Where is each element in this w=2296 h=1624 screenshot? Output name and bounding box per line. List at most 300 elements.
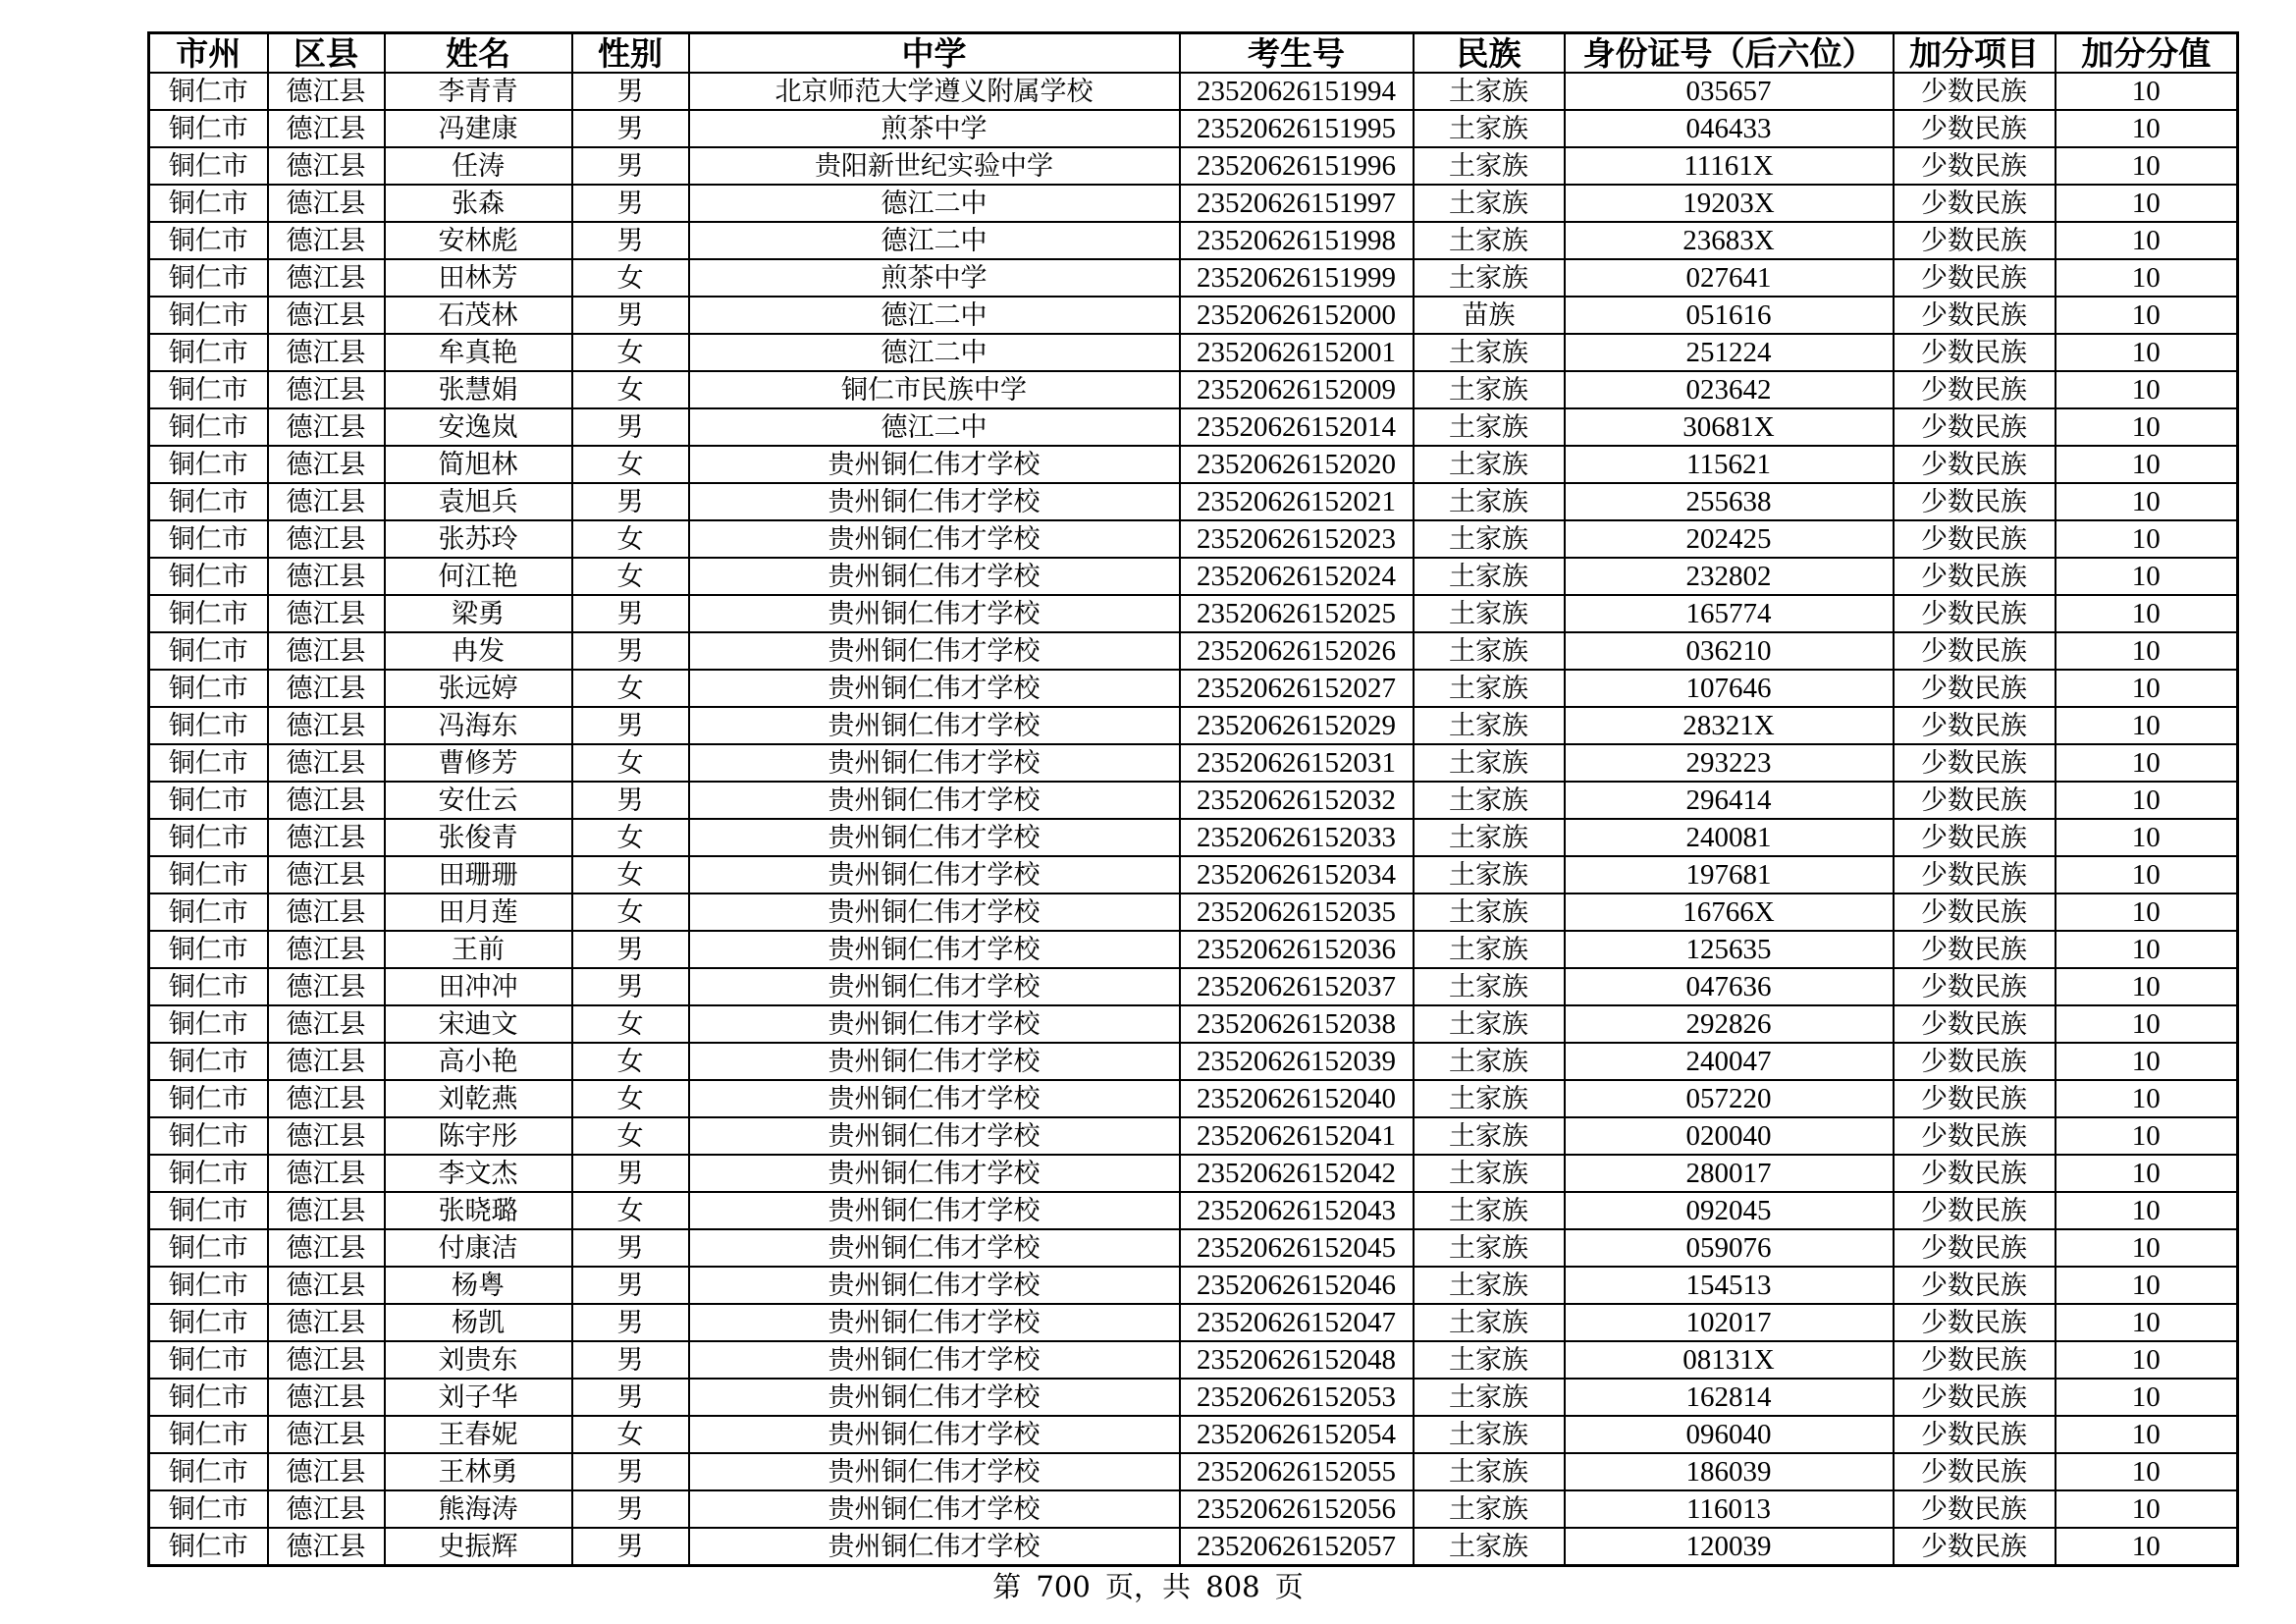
- cell-gender: 男: [572, 1490, 689, 1528]
- cell-bonus-item: 少数民族: [1894, 1379, 2056, 1416]
- header-exam-number: 考生号: [1180, 33, 1414, 74]
- cell-name: 宋迪文: [385, 1005, 572, 1043]
- cell-bonus-item: 少数民族: [1894, 1267, 2056, 1304]
- cell-ethnicity: 土家族: [1414, 483, 1565, 520]
- cell-county: 德江县: [268, 222, 385, 259]
- cell-city: 铜仁市: [149, 408, 268, 446]
- cell-name: 杨粤: [385, 1267, 572, 1304]
- cell-county: 德江县: [268, 147, 385, 185]
- cell-ethnicity: 土家族: [1414, 1416, 1565, 1453]
- cell-county: 德江县: [268, 297, 385, 334]
- cell-county: 德江县: [268, 408, 385, 446]
- cell-bonus-value: 10: [2056, 483, 2238, 520]
- cell-school: 贵州铜仁伟才学校: [689, 931, 1180, 968]
- cell-bonus-value: 10: [2056, 744, 2238, 782]
- cell-ethnicity: 土家族: [1414, 147, 1565, 185]
- cell-gender: 女: [572, 1080, 689, 1117]
- cell-id-last-six: 11161X: [1565, 147, 1894, 185]
- cell-ethnicity: 土家族: [1414, 707, 1565, 744]
- cell-school: 贵州铜仁伟才学校: [689, 968, 1180, 1005]
- cell-bonus-value: 10: [2056, 1155, 2238, 1192]
- cell-bonus-item: 少数民族: [1894, 632, 2056, 670]
- cell-city: 铜仁市: [149, 595, 268, 632]
- cell-school: 贵州铜仁伟才学校: [689, 520, 1180, 558]
- table-row: [149, 1117, 2238, 1155]
- cell-name: 熊海涛: [385, 1490, 572, 1528]
- cell-bonus-value: 10: [2056, 931, 2238, 968]
- page-footer: 第 700 页，共 808 页: [992, 1570, 1304, 1603]
- cell-bonus-value: 10: [2056, 1229, 2238, 1267]
- cell-city: 铜仁市: [149, 73, 268, 110]
- cell-city: 铜仁市: [149, 782, 268, 819]
- cell-bonus-item: 少数民族: [1894, 1005, 2056, 1043]
- cell-city: 铜仁市: [149, 968, 268, 1005]
- cell-id-last-six: 115621: [1565, 446, 1894, 483]
- cell-gender: 女: [572, 1043, 689, 1080]
- cell-gender: 男: [572, 297, 689, 334]
- cell-gender: 女: [572, 371, 689, 408]
- cell-exam-number: 23520626152036: [1180, 931, 1414, 968]
- cell-bonus-item: 少数民族: [1894, 893, 2056, 931]
- cell-exam-number: 23520626152040: [1180, 1080, 1414, 1117]
- cell-gender: 男: [572, 1229, 689, 1267]
- cell-bonus-item: 少数民族: [1894, 371, 2056, 408]
- cell-name: 杨凯: [385, 1304, 572, 1341]
- cell-school: 德江二中: [689, 408, 1180, 446]
- cell-ethnicity: 土家族: [1414, 893, 1565, 931]
- cell-county: 德江县: [268, 1192, 385, 1229]
- cell-exam-number: 23520626151995: [1180, 110, 1414, 147]
- table-row: [149, 931, 2238, 968]
- header-name: 姓名: [385, 33, 572, 74]
- cell-id-last-six: 251224: [1565, 334, 1894, 371]
- cell-id-last-six: 057220: [1565, 1080, 1894, 1117]
- cell-bonus-value: 10: [2056, 1379, 2238, 1416]
- cell-exam-number: 23520626152037: [1180, 968, 1414, 1005]
- cell-name: 张森: [385, 185, 572, 222]
- cell-name: 冯海东: [385, 707, 572, 744]
- cell-id-last-six: 125635: [1565, 931, 1894, 968]
- cell-school: 贵州铜仁伟才学校: [689, 782, 1180, 819]
- cell-school: 德江二中: [689, 334, 1180, 371]
- header-ethnicity: 民族: [1414, 33, 1565, 74]
- cell-name: 张晓璐: [385, 1192, 572, 1229]
- header-bonus-value: 加分分值: [2056, 33, 2238, 74]
- cell-name: 史振辉: [385, 1528, 572, 1566]
- cell-county: 德江县: [268, 707, 385, 744]
- cell-name: 梁勇: [385, 595, 572, 632]
- cell-bonus-item: 少数民族: [1894, 819, 2056, 856]
- table-row: [149, 856, 2238, 893]
- cell-county: 德江县: [268, 73, 385, 110]
- cell-name: 曹修芳: [385, 744, 572, 782]
- cell-gender: 女: [572, 1416, 689, 1453]
- table-row: [149, 297, 2238, 334]
- header-gender: 性别: [572, 33, 689, 74]
- cell-gender: 男: [572, 185, 689, 222]
- cell-ethnicity: 土家族: [1414, 1192, 1565, 1229]
- cell-bonus-item: 少数民族: [1894, 1490, 2056, 1528]
- cell-city: 铜仁市: [149, 185, 268, 222]
- cell-ethnicity: 土家族: [1414, 371, 1565, 408]
- cell-bonus-item: 少数民族: [1894, 185, 2056, 222]
- cell-ethnicity: 土家族: [1414, 1453, 1565, 1490]
- cell-bonus-item: 少数民族: [1894, 1117, 2056, 1155]
- cell-ethnicity: 土家族: [1414, 744, 1565, 782]
- cell-bonus-value: 10: [2056, 446, 2238, 483]
- cell-bonus-value: 10: [2056, 1453, 2238, 1490]
- cell-exam-number: 23520626152031: [1180, 744, 1414, 782]
- cell-county: 德江县: [268, 782, 385, 819]
- cell-ethnicity: 土家族: [1414, 408, 1565, 446]
- cell-exam-number: 23520626152032: [1180, 782, 1414, 819]
- table-row: [149, 819, 2238, 856]
- cell-id-last-six: 186039: [1565, 1453, 1894, 1490]
- cell-city: 铜仁市: [149, 1080, 268, 1117]
- cell-ethnicity: 土家族: [1414, 968, 1565, 1005]
- cell-county: 德江县: [268, 1155, 385, 1192]
- cell-exam-number: 23520626152014: [1180, 408, 1414, 446]
- cell-id-last-six: 240081: [1565, 819, 1894, 856]
- cell-name: 王前: [385, 931, 572, 968]
- cell-id-last-six: 232802: [1565, 558, 1894, 595]
- cell-bonus-value: 10: [2056, 1267, 2238, 1304]
- table-row: [149, 1416, 2238, 1453]
- cell-bonus-value: 10: [2056, 147, 2238, 185]
- cell-city: 铜仁市: [149, 371, 268, 408]
- cell-exam-number: 23520626152021: [1180, 483, 1414, 520]
- cell-name: 张苏玲: [385, 520, 572, 558]
- cell-bonus-value: 10: [2056, 222, 2238, 259]
- cell-bonus-item: 少数民族: [1894, 520, 2056, 558]
- cell-bonus-value: 10: [2056, 1528, 2238, 1566]
- cell-county: 德江县: [268, 968, 385, 1005]
- cell-name: 刘贵东: [385, 1341, 572, 1379]
- cell-ethnicity: 土家族: [1414, 931, 1565, 968]
- cell-exam-number: 23520626152000: [1180, 297, 1414, 334]
- header-city: 市州: [149, 33, 268, 74]
- cell-bonus-item: 少数民族: [1894, 1155, 2056, 1192]
- cell-name: 张俊青: [385, 819, 572, 856]
- cell-county: 德江县: [268, 1080, 385, 1117]
- cell-bonus-item: 少数民族: [1894, 1453, 2056, 1490]
- cell-exam-number: 23520626151998: [1180, 222, 1414, 259]
- cell-bonus-item: 少数民族: [1894, 782, 2056, 819]
- cell-ethnicity: 土家族: [1414, 110, 1565, 147]
- table-row: [149, 408, 2238, 446]
- table-row: [149, 222, 2238, 259]
- cell-ethnicity: 土家族: [1414, 1379, 1565, 1416]
- cell-bonus-item: 少数民族: [1894, 707, 2056, 744]
- cell-school: 贵州铜仁伟才学校: [689, 1080, 1180, 1117]
- cell-id-last-six: 202425: [1565, 520, 1894, 558]
- cell-bonus-value: 10: [2056, 259, 2238, 297]
- cell-gender: 男: [572, 408, 689, 446]
- cell-gender: 女: [572, 893, 689, 931]
- table-row: [149, 1080, 2238, 1117]
- cell-name: 刘子华: [385, 1379, 572, 1416]
- table-row: [149, 446, 2238, 483]
- cell-city: 铜仁市: [149, 1528, 268, 1566]
- cell-county: 德江县: [268, 259, 385, 297]
- cell-school: 贵州铜仁伟才学校: [689, 1229, 1180, 1267]
- table-row: [149, 1304, 2238, 1341]
- table-row: [149, 968, 2238, 1005]
- cell-bonus-value: 10: [2056, 1005, 2238, 1043]
- cell-bonus-item: 少数民族: [1894, 147, 2056, 185]
- table-row: [149, 1005, 2238, 1043]
- cell-city: 铜仁市: [149, 1155, 268, 1192]
- cell-exam-number: 23520626152009: [1180, 371, 1414, 408]
- cell-city: 铜仁市: [149, 483, 268, 520]
- cell-city: 铜仁市: [149, 632, 268, 670]
- cell-id-last-six: 059076: [1565, 1229, 1894, 1267]
- cell-exam-number: 23520626152045: [1180, 1229, 1414, 1267]
- table-row: [149, 1528, 2238, 1566]
- cell-bonus-value: 10: [2056, 1304, 2238, 1341]
- cell-exam-number: 23520626152039: [1180, 1043, 1414, 1080]
- cell-exam-number: 23520626152038: [1180, 1005, 1414, 1043]
- cell-ethnicity: 土家族: [1414, 1043, 1565, 1080]
- cell-bonus-item: 少数民族: [1894, 1192, 2056, 1229]
- cell-ethnicity: 土家族: [1414, 1304, 1565, 1341]
- cell-name: 张慧娟: [385, 371, 572, 408]
- cell-ethnicity: 土家族: [1414, 446, 1565, 483]
- table-row: [149, 670, 2238, 707]
- cell-school: 德江二中: [689, 297, 1180, 334]
- cell-bonus-value: 10: [2056, 1192, 2238, 1229]
- cell-bonus-item: 少数民族: [1894, 1229, 2056, 1267]
- cell-bonus-value: 10: [2056, 632, 2238, 670]
- cell-school: 贵州铜仁伟才学校: [689, 632, 1180, 670]
- cell-bonus-value: 10: [2056, 707, 2238, 744]
- cell-exam-number: 23520626152025: [1180, 595, 1414, 632]
- cell-exam-number: 23520626151994: [1180, 73, 1414, 110]
- cell-bonus-value: 10: [2056, 1490, 2238, 1528]
- cell-exam-number: 23520626152047: [1180, 1304, 1414, 1341]
- cell-gender: 男: [572, 110, 689, 147]
- cell-id-last-six: 092045: [1565, 1192, 1894, 1229]
- cell-gender: 男: [572, 707, 689, 744]
- cell-bonus-value: 10: [2056, 73, 2238, 110]
- cell-exam-number: 23520626152020: [1180, 446, 1414, 483]
- table-row: [149, 782, 2238, 819]
- cell-exam-number: 23520626152042: [1180, 1155, 1414, 1192]
- cell-exam-number: 23520626152024: [1180, 558, 1414, 595]
- cell-gender: 女: [572, 334, 689, 371]
- cell-county: 德江县: [268, 483, 385, 520]
- cell-id-last-six: 046433: [1565, 110, 1894, 147]
- table-row: [149, 1341, 2238, 1379]
- cell-county: 德江县: [268, 520, 385, 558]
- table-row: [149, 1490, 2238, 1528]
- cell-bonus-value: 10: [2056, 520, 2238, 558]
- cell-city: 铜仁市: [149, 1304, 268, 1341]
- cell-bonus-value: 10: [2056, 1043, 2238, 1080]
- cell-gender: 女: [572, 1117, 689, 1155]
- cell-bonus-value: 10: [2056, 1117, 2238, 1155]
- cell-bonus-item: 少数民族: [1894, 408, 2056, 446]
- cell-gender: 男: [572, 931, 689, 968]
- cell-ethnicity: 土家族: [1414, 1117, 1565, 1155]
- cell-exam-number: 23520626152026: [1180, 632, 1414, 670]
- cell-id-last-six: 293223: [1565, 744, 1894, 782]
- cell-gender: 男: [572, 1304, 689, 1341]
- cell-city: 铜仁市: [149, 222, 268, 259]
- cell-county: 德江县: [268, 1117, 385, 1155]
- cell-bonus-value: 10: [2056, 819, 2238, 856]
- cell-bonus-item: 少数民族: [1894, 297, 2056, 334]
- cell-name: 田冲冲: [385, 968, 572, 1005]
- table-row: [149, 371, 2238, 408]
- cell-school: 贵州铜仁伟才学校: [689, 1005, 1180, 1043]
- cell-school: 贵州铜仁伟才学校: [689, 595, 1180, 632]
- cell-bonus-value: 10: [2056, 893, 2238, 931]
- cell-school: 贵州铜仁伟才学校: [689, 1267, 1180, 1304]
- cell-county: 德江县: [268, 1379, 385, 1416]
- cell-bonus-item: 少数民族: [1894, 1304, 2056, 1341]
- cell-city: 铜仁市: [149, 707, 268, 744]
- cell-exam-number: 23520626152001: [1180, 334, 1414, 371]
- cell-gender: 男: [572, 1528, 689, 1566]
- cell-county: 德江县: [268, 856, 385, 893]
- cell-name: 张远婷: [385, 670, 572, 707]
- cell-ethnicity: 苗族: [1414, 297, 1565, 334]
- cell-name: 安仕云: [385, 782, 572, 819]
- cell-city: 铜仁市: [149, 1005, 268, 1043]
- cell-name: 冉发: [385, 632, 572, 670]
- cell-gender: 男: [572, 632, 689, 670]
- cell-city: 铜仁市: [149, 1379, 268, 1416]
- cell-exam-number: 23520626152041: [1180, 1117, 1414, 1155]
- cell-id-last-six: 096040: [1565, 1416, 1894, 1453]
- cell-gender: 男: [572, 483, 689, 520]
- cell-gender: 女: [572, 819, 689, 856]
- cell-city: 铜仁市: [149, 1416, 268, 1453]
- cell-bonus-value: 10: [2056, 1080, 2238, 1117]
- cell-id-last-six: 28321X: [1565, 707, 1894, 744]
- cell-ethnicity: 土家族: [1414, 670, 1565, 707]
- table-header: [149, 33, 2238, 74]
- cell-bonus-item: 少数民族: [1894, 446, 2056, 483]
- cell-bonus-value: 10: [2056, 595, 2238, 632]
- table-body: [149, 73, 2238, 1566]
- cell-bonus-value: 10: [2056, 1416, 2238, 1453]
- cell-city: 铜仁市: [149, 1453, 268, 1490]
- cell-city: 铜仁市: [149, 110, 268, 147]
- cell-gender: 女: [572, 744, 689, 782]
- cell-city: 铜仁市: [149, 1490, 268, 1528]
- cell-id-last-six: 107646: [1565, 670, 1894, 707]
- table-row: [149, 334, 2238, 371]
- cell-ethnicity: 土家族: [1414, 1229, 1565, 1267]
- cell-ethnicity: 土家族: [1414, 520, 1565, 558]
- cell-bonus-item: 少数民族: [1894, 670, 2056, 707]
- cell-city: 铜仁市: [149, 334, 268, 371]
- cell-id-last-six: 116013: [1565, 1490, 1894, 1528]
- cell-gender: 男: [572, 147, 689, 185]
- cell-id-last-six: 292826: [1565, 1005, 1894, 1043]
- cell-county: 德江县: [268, 1341, 385, 1379]
- cell-county: 德江县: [268, 334, 385, 371]
- cell-county: 德江县: [268, 446, 385, 483]
- cell-bonus-value: 10: [2056, 968, 2238, 1005]
- cell-school: 贵州铜仁伟才学校: [689, 1379, 1180, 1416]
- cell-city: 铜仁市: [149, 1192, 268, 1229]
- cell-name: 冯建康: [385, 110, 572, 147]
- cell-school: 贵州铜仁伟才学校: [689, 1304, 1180, 1341]
- table-row: [149, 893, 2238, 931]
- cell-gender: 女: [572, 670, 689, 707]
- cell-name: 袁旭兵: [385, 483, 572, 520]
- cell-city: 铜仁市: [149, 931, 268, 968]
- cell-name: 何江艳: [385, 558, 572, 595]
- cell-id-last-six: 154513: [1565, 1267, 1894, 1304]
- cell-id-last-six: 23683X: [1565, 222, 1894, 259]
- cell-county: 德江县: [268, 819, 385, 856]
- cell-name: 李文杰: [385, 1155, 572, 1192]
- cell-name: 任涛: [385, 147, 572, 185]
- cell-bonus-value: 10: [2056, 371, 2238, 408]
- cell-gender: 女: [572, 446, 689, 483]
- cell-id-last-six: 020040: [1565, 1117, 1894, 1155]
- cell-bonus-item: 少数民族: [1894, 483, 2056, 520]
- cell-bonus-value: 10: [2056, 1341, 2238, 1379]
- cell-exam-number: 23520626152033: [1180, 819, 1414, 856]
- cell-gender: 男: [572, 222, 689, 259]
- cell-id-last-six: 280017: [1565, 1155, 1894, 1192]
- cell-name: 石茂林: [385, 297, 572, 334]
- cell-exam-number: 23520626152057: [1180, 1528, 1414, 1566]
- cell-school: 德江二中: [689, 222, 1180, 259]
- cell-ethnicity: 土家族: [1414, 259, 1565, 297]
- cell-county: 德江县: [268, 1267, 385, 1304]
- cell-gender: 男: [572, 1379, 689, 1416]
- cell-city: 铜仁市: [149, 1229, 268, 1267]
- cell-county: 德江县: [268, 1416, 385, 1453]
- cell-county: 德江县: [268, 670, 385, 707]
- cell-county: 德江县: [268, 1490, 385, 1528]
- cell-bonus-item: 少数民族: [1894, 931, 2056, 968]
- cell-name: 王春妮: [385, 1416, 572, 1453]
- cell-school: 贵州铜仁伟才学校: [689, 893, 1180, 931]
- cell-school: 北京师范大学遵义附属学校: [689, 73, 1180, 110]
- table-row: [149, 73, 2238, 110]
- table-row: [149, 1453, 2238, 1490]
- cell-id-last-six: 165774: [1565, 595, 1894, 632]
- cell-exam-number: 23520626152029: [1180, 707, 1414, 744]
- cell-ethnicity: 土家族: [1414, 1080, 1565, 1117]
- table-row: [149, 744, 2238, 782]
- cell-id-last-six: 027641: [1565, 259, 1894, 297]
- cell-county: 德江县: [268, 1453, 385, 1490]
- cell-gender: 男: [572, 1341, 689, 1379]
- cell-gender: 女: [572, 558, 689, 595]
- cell-school: 贵州铜仁伟才学校: [689, 819, 1180, 856]
- cell-city: 铜仁市: [149, 893, 268, 931]
- cell-name: 安逸岚: [385, 408, 572, 446]
- table-row: [149, 483, 2238, 520]
- cell-city: 铜仁市: [149, 147, 268, 185]
- cell-school: 贵州铜仁伟才学校: [689, 744, 1180, 782]
- cell-id-last-six: 296414: [1565, 782, 1894, 819]
- cell-id-last-six: 240047: [1565, 1043, 1894, 1080]
- cell-id-last-six: 051616: [1565, 297, 1894, 334]
- cell-exam-number: 23520626152054: [1180, 1416, 1414, 1453]
- cell-bonus-item: 少数民族: [1894, 259, 2056, 297]
- cell-city: 铜仁市: [149, 670, 268, 707]
- cell-id-last-six: 102017: [1565, 1304, 1894, 1341]
